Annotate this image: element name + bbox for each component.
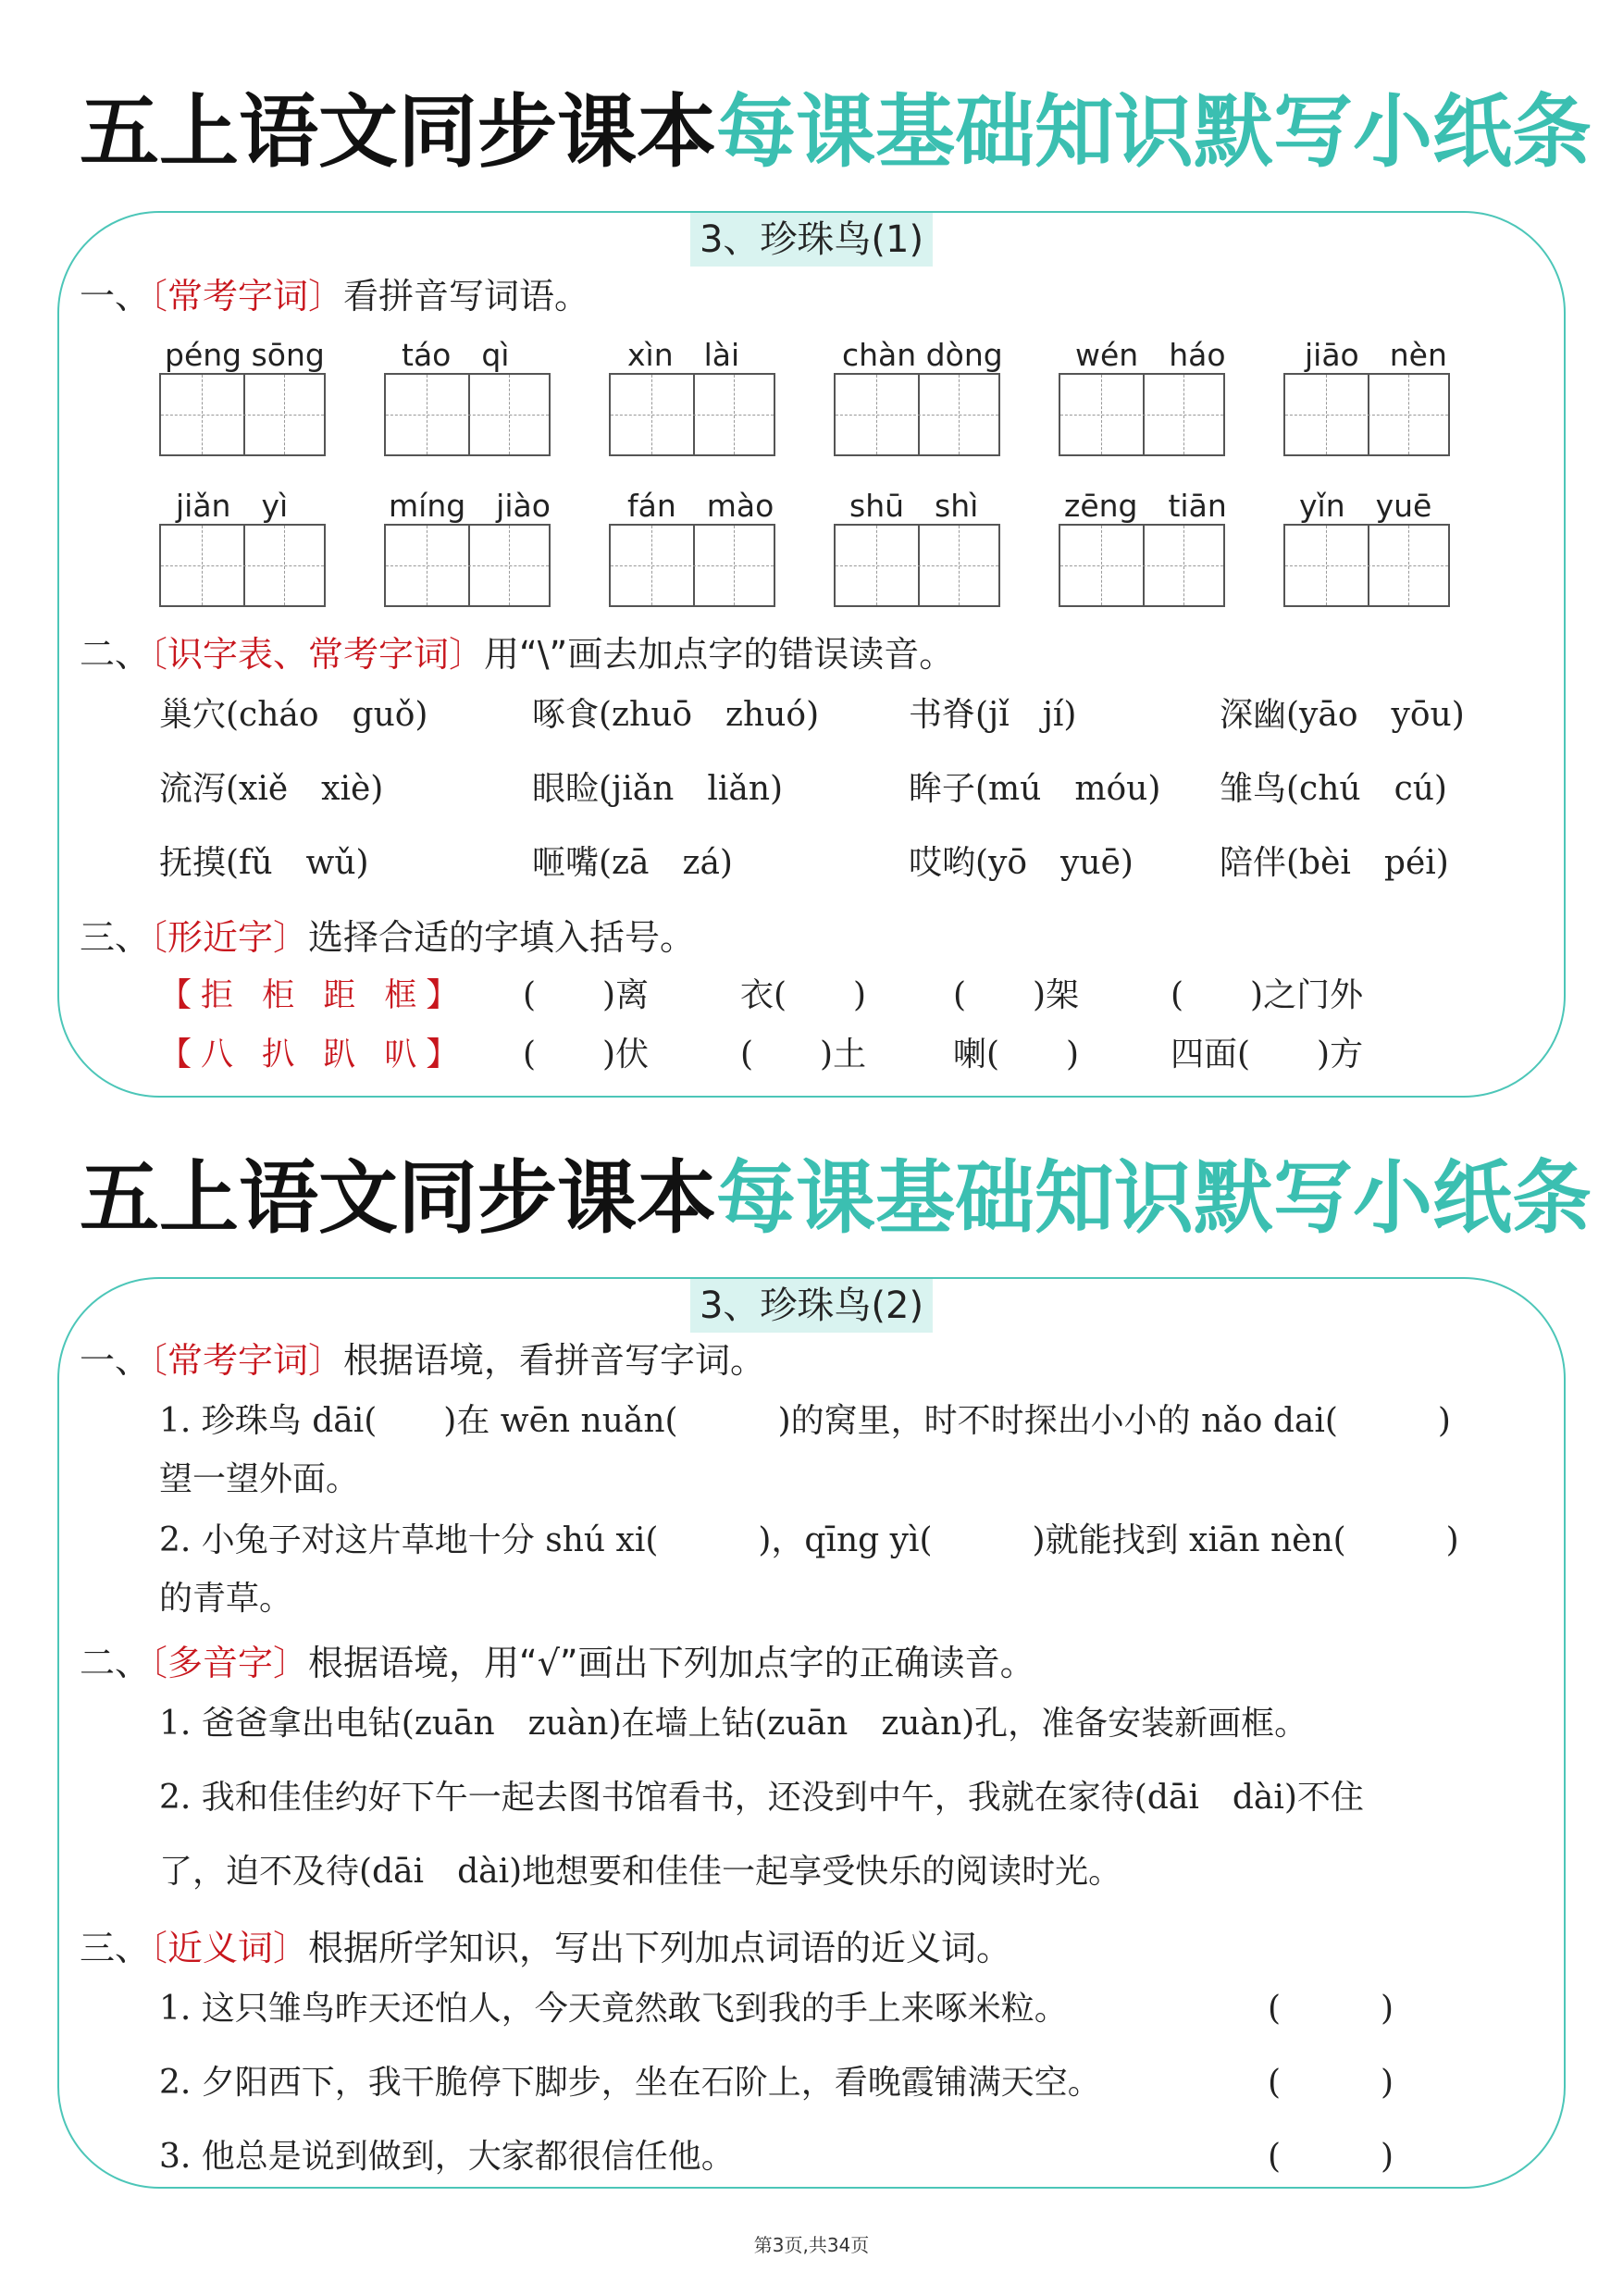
tianzige-box[interactable] (609, 524, 775, 607)
reading-item: 雏鸟(chú cú) (1220, 770, 1447, 808)
tianzige-box[interactable] (834, 524, 1000, 607)
sentence-line: 的青草。 (159, 1580, 293, 1618)
pinyin-label: míng jiào (389, 488, 551, 524)
reading-item: 咂嘴(zā zá) (532, 844, 733, 882)
section-2-heading: 二、〔多音字〕根据语境，用“√”画出下列加点字的正确读音。 (80, 1643, 1035, 1683)
section-tag: 〔形近字〕 (150, 917, 309, 958)
reading-item: 深幽(yāo yōu) (1220, 696, 1465, 734)
reading-item: 抚摸(fǔ wǔ) (159, 844, 369, 882)
tianzige-box[interactable] (609, 373, 775, 456)
answer-blank[interactable]: ( ) (1268, 1990, 1394, 2028)
fill-blank[interactable]: 衣( ) (740, 976, 867, 1014)
pinyin-label: táo qì (402, 337, 510, 373)
reading-item: 流泻(xiě xiè) (159, 770, 384, 808)
fill-blank[interactable]: ( )土 (740, 1036, 867, 1074)
fill-blank[interactable]: 四面( )方 (1171, 1036, 1364, 1074)
pinyin-label: shū shì (849, 488, 979, 524)
section-1-heading: 一、〔常考字词〕看拼音写词语。 (80, 276, 590, 316)
sentence-line: 1. 珍珠鸟 dāi( )在 wēn nuǎn( )的窝里，时不时探出小小的 nǎo dai( ) (159, 1402, 1451, 1440)
card-subtitle: 3、珍珠鸟(1) (690, 213, 933, 267)
page-footer: 第3页,共34页 (753, 2234, 870, 2256)
pinyin-label: chàn dòng (842, 337, 1003, 373)
sentence-line: 2. 小兔子对这片草地十分 shú xi( )，qīng yì( )就能找到 xiān nèn( ) (159, 1521, 1459, 1559)
pinyin-label: péng sōng (165, 337, 325, 373)
title-teal-part: 每课基础知识默写小纸条 (716, 86, 1592, 179)
sentence-line: 2. 我和佳佳约好下午一起去图书馆看书，还没到中午，我就在家待(dāi dài)不住 (159, 1779, 1364, 1817)
fill-blank[interactable]: ( )离 (523, 976, 650, 1014)
fill-blank[interactable]: ( )伏 (523, 1036, 650, 1074)
fill-blank[interactable]: 喇( ) (953, 1036, 1080, 1074)
reading-item: 巢穴(cháo guǒ) (159, 696, 428, 734)
answer-blank[interactable]: ( ) (1268, 2138, 1394, 2176)
pinyin-label: wén háo (1075, 337, 1226, 373)
tianzige-box[interactable] (1283, 373, 1450, 456)
answer-blank[interactable]: ( ) (1268, 2064, 1394, 2102)
tianzige-box[interactable] (384, 373, 551, 456)
pinyin-label: jiǎn yì (176, 488, 289, 524)
section-tag: 〔常考字词〕 (150, 276, 344, 316)
pinyin-label: jiāo nèn (1305, 337, 1447, 373)
reading-item: 书脊(jǐ jí) (909, 696, 1077, 734)
char-group: 【八 扒 趴 叭】 (159, 1036, 468, 1074)
section-3-heading: 三、〔近义词〕根据所学知识，写出下列加点词语的近义词。 (80, 1928, 1012, 1968)
reading-item: 啄食(zhuō zhuó) (532, 696, 820, 734)
section-tag: 〔近义词〕 (150, 1928, 309, 1968)
reading-item: 眸子(mú móu) (909, 770, 1161, 808)
tianzige-box[interactable] (1283, 524, 1450, 607)
pinyin-label: xìn lài (627, 337, 740, 373)
section-2-heading: 二、〔识字表、常考字词〕用“\”画去加点字的错误读音。 (80, 634, 955, 675)
tianzige-box[interactable] (1059, 524, 1225, 607)
sentence-line: 1. 爸爸拿出电钻(zuān zuàn)在墙上钻(zuān zuàn)孔，准备安装新画框。 (159, 1705, 1308, 1743)
tianzige-box[interactable] (1059, 373, 1225, 456)
pinyin-label: fán mào (627, 488, 774, 524)
title-teal-part: 每课基础知识默写小纸条 (716, 1152, 1592, 1245)
char-group: 【拒 柜 距 框】 (159, 977, 468, 1014)
section-tag: 〔常考字词〕 (150, 1340, 344, 1381)
tianzige-box[interactable] (159, 373, 326, 456)
section-tag: 〔识字表、常考字词〕 (150, 634, 485, 675)
sentence-line: 1. 这只雏鸟昨天还怕人，今天竟然敢飞到我的手上来啄米粒。 (159, 1990, 1068, 2028)
sentence-line: 望一望外面。 (159, 1460, 360, 1498)
title-black-part: 五上语文同步课本 (80, 1152, 716, 1245)
page-title-2 (80, 1148, 1592, 1249)
card-subtitle: 3、珍珠鸟(2) (690, 1279, 933, 1333)
title-black-part: 五上语文同步课本 (80, 86, 716, 179)
sentence-line: 了，迫不及待(dāi dài)地想要和佳佳一起享受快乐的阅读时光。 (159, 1853, 1122, 1891)
fill-blank[interactable]: ( )之门外 (1171, 976, 1364, 1014)
reading-item: 眼睑(jiǎn liǎn) (532, 770, 784, 808)
section-1-heading: 一、〔常考字词〕根据语境，看拼音写字词。 (80, 1340, 766, 1381)
fill-blank[interactable]: ( )架 (953, 976, 1080, 1014)
page-title-1 (80, 81, 1592, 183)
pinyin-label: yǐn yuē (1299, 488, 1432, 524)
section-3-heading: 三、〔形近字〕选择合适的字填入括号。 (80, 917, 696, 958)
tianzige-box[interactable] (159, 524, 326, 607)
reading-item: 哎哟(yō yuē) (909, 844, 1134, 882)
tianzige-box[interactable] (384, 524, 551, 607)
tianzige-box[interactable] (834, 373, 1000, 456)
section-tag: 〔多音字〕 (150, 1643, 309, 1683)
pinyin-label: zēng tiān (1064, 488, 1227, 524)
reading-item: 陪伴(bèi péi) (1220, 844, 1449, 882)
sentence-line: 3. 他总是说到做到，大家都很信任他。 (159, 2138, 735, 2176)
sentence-line: 2. 夕阳西下，我干脆停下脚步，坐在石阶上，看晚霞铺满天空。 (159, 2064, 1101, 2102)
